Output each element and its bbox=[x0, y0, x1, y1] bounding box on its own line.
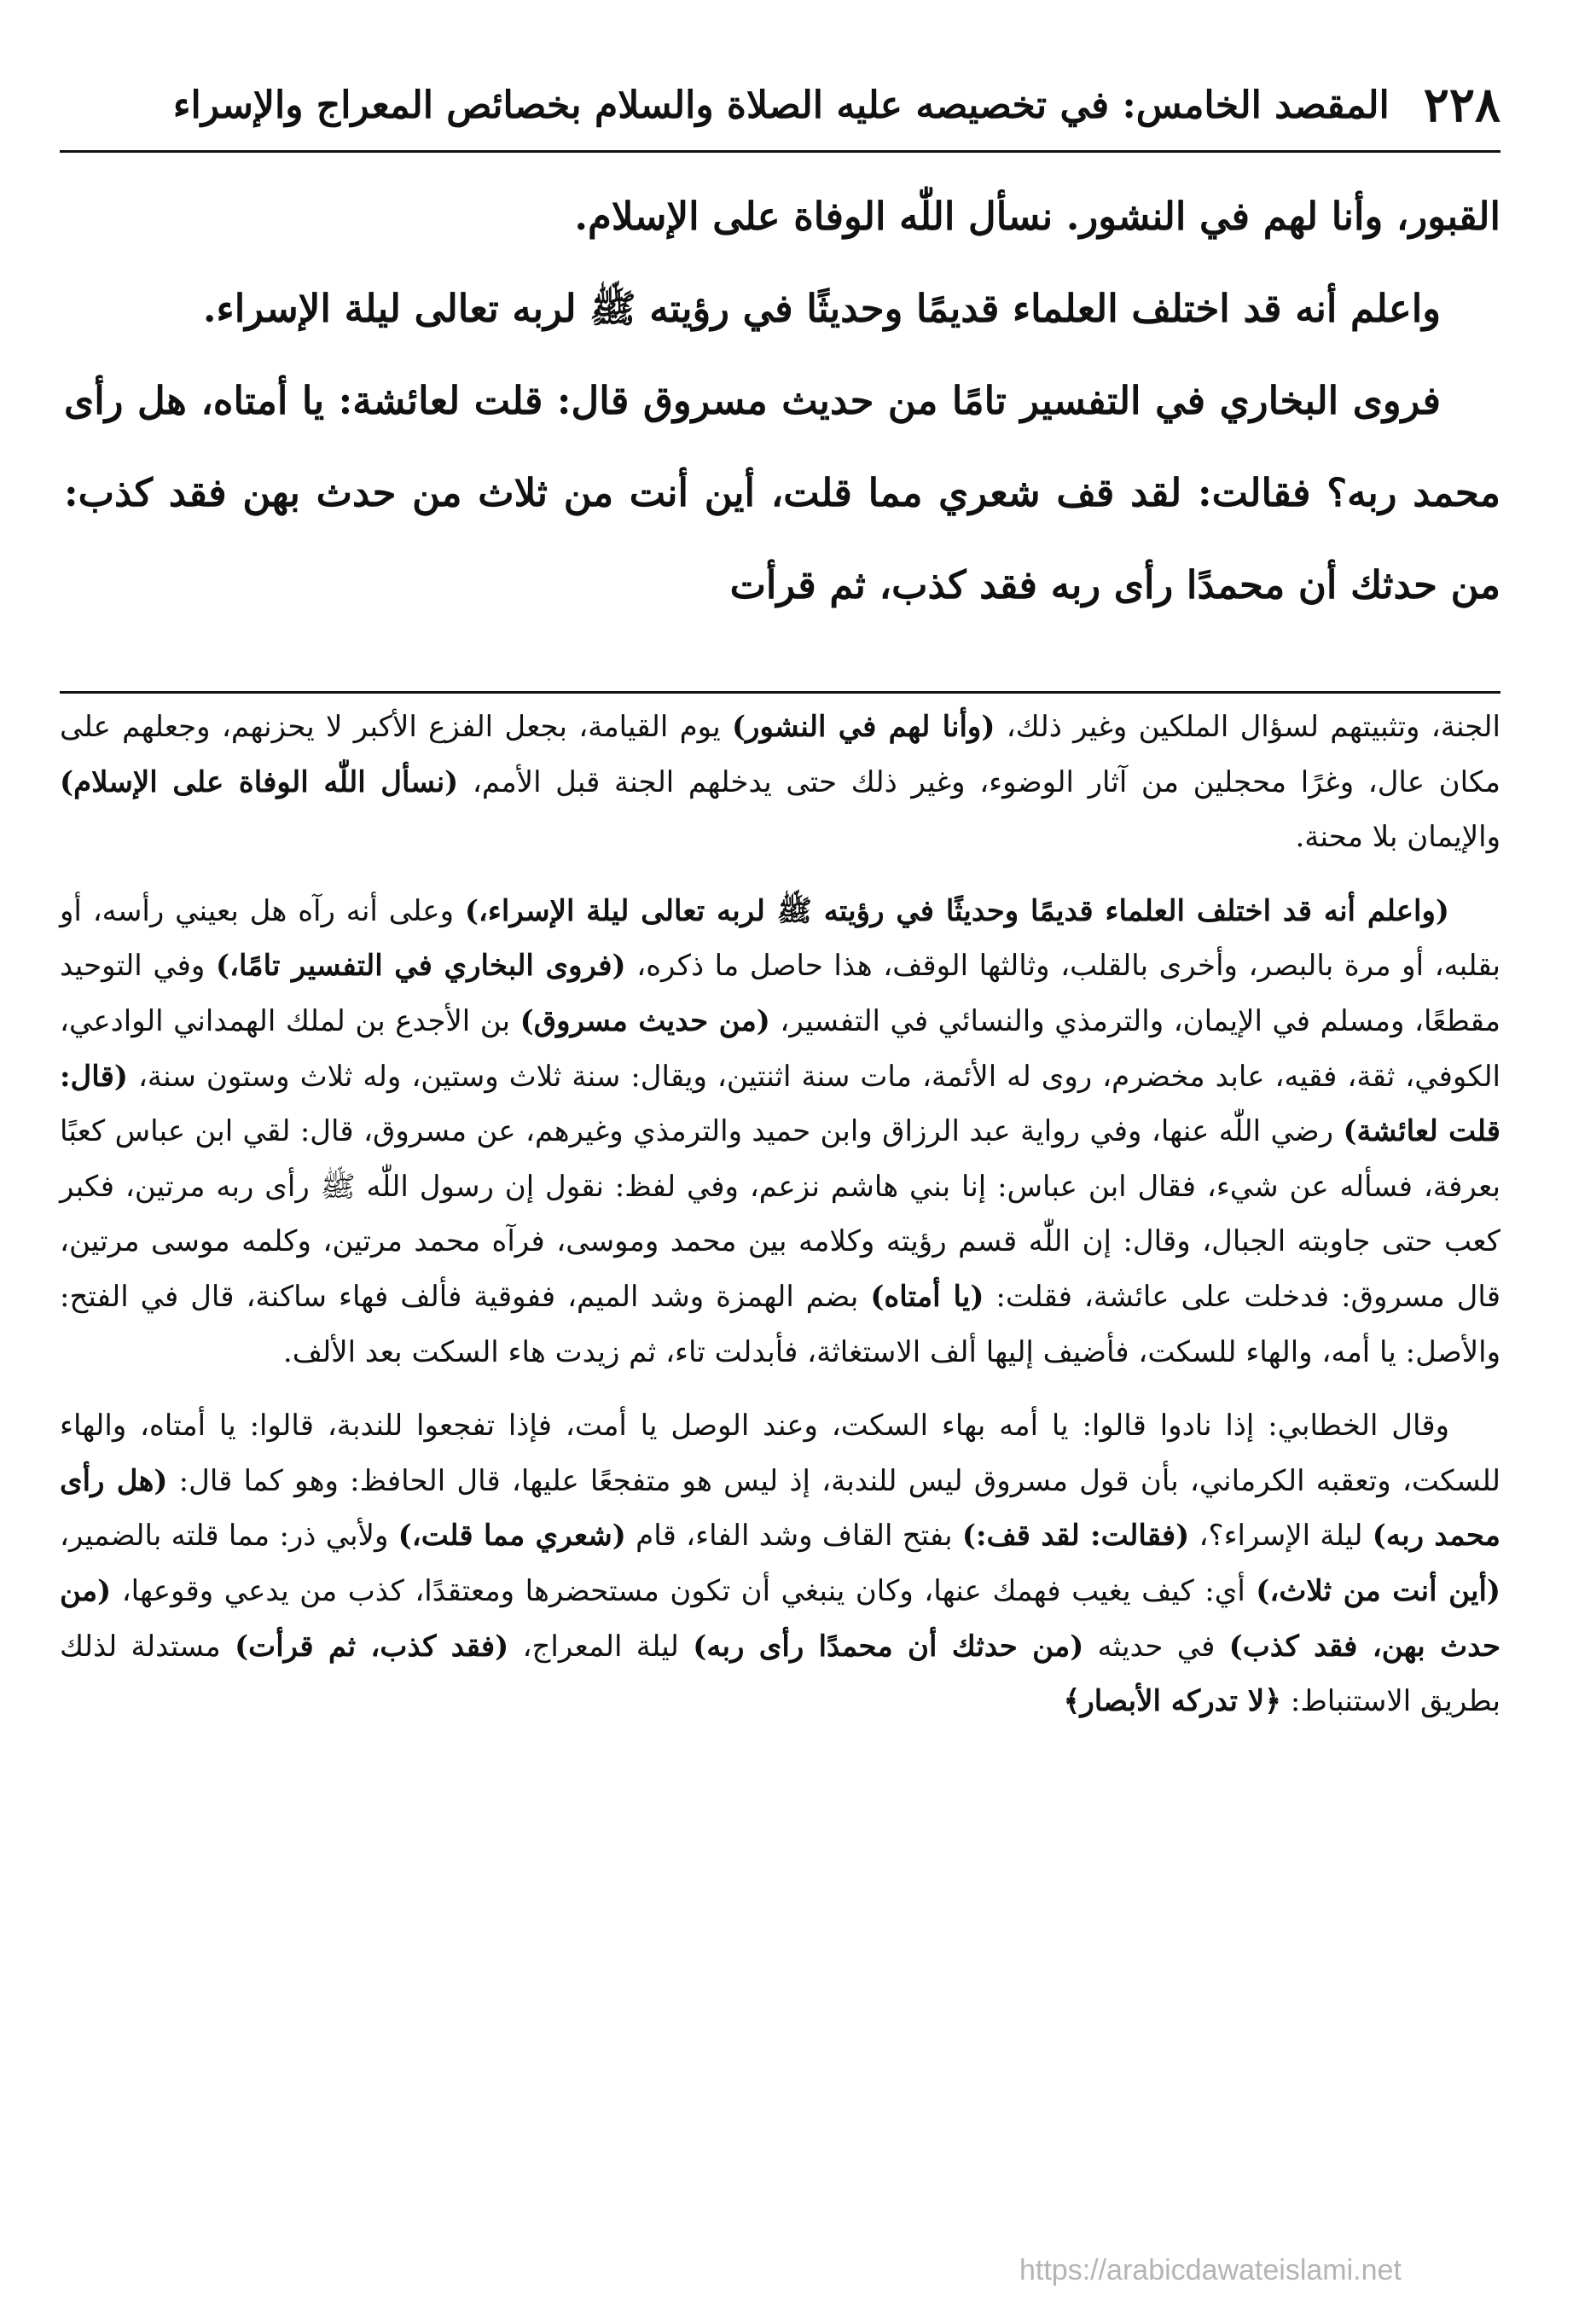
quoted-phrase: (فقد كذب، ثم قرأت) bbox=[235, 1629, 509, 1664]
commentary-text-run: يوم القيامة، بجعل الفزع الأكبر لا يحزنهم، وجعلهم على مكان عال، وغرًا محجلين من آثار الوضوء، وغير ذلك حتى يدخلهم الجنة قبل الأمم، bbox=[60, 710, 1500, 799]
commentary-text-run: بفتح القاف وشد الفاء، قام bbox=[625, 1519, 962, 1554]
commentary-text-run: رضي اللّٰه عنها، وفي رواية عبد الرزاق وابن حميد والترمذي وغيرهم، عن مسروق، قال: لقي ابن عباس كعبًا بعرفة، فسأله عن شيء، فقال ابن عباس: إنا بني هاشم نزعم، وفي لفظ: نقول إن رسول اللّٰه ﷺ رأى ربه مرتين، فكبر كعب حتى جاوبته الجبال، وقال: إن اللّٰه قسم رؤيته وكلامه بين محمد وموسى، فرآه محمد مرتين، وكلمه موسى مرتين، قال مسروق: فدخلت على عائشة، فقلت: bbox=[60, 1114, 1500, 1314]
page-number: ٢٢٨ bbox=[1423, 77, 1500, 133]
quoted-phrase: (قال: قلت لعائشة) bbox=[60, 1059, 1500, 1149]
commentary-paragraph bbox=[60, 700, 1500, 865]
commentary-text-run: ليلة المعراج، bbox=[508, 1629, 694, 1664]
commentary-text bbox=[60, 700, 1500, 1729]
header-divider bbox=[60, 150, 1500, 153]
main-paragraph: فروى البخاري في التفسير تامًا من حديث مسروق قال: قلت لعائشة: يا أمتاه، هل رأى محمد ربه؟ فقالت: لقد قف شعري مما قلت، أين أنت من ثلاث من حدث بهن فقد كذب: من حدثك أن محمدًا رأى ربه فقد كذب، ثم قرأت bbox=[64, 378, 1500, 607]
quoted-phrase: (هل رأى محمد ربه) bbox=[60, 1463, 1500, 1554]
commentary-text-run: مستدلة لذلك بطريق الاستنباط: bbox=[60, 1629, 1500, 1719]
commentary-paragraph bbox=[60, 884, 1500, 1380]
commentary-text-run: أي: كيف يغيب فهمك عنها، وكان ينبغي أن تكون مستحضرها ومعتقدًا، كذب من يدعي وقوعها، bbox=[111, 1573, 1257, 1608]
quoted-phrase: (نسأل اللّٰه الوفاة على الإسلام) bbox=[60, 764, 459, 799]
running-title: المقصد الخامس: في تخصيصه عليه الصلاة والسلام بخصائص المعراج والإسراء bbox=[172, 83, 1390, 127]
page-header bbox=[60, 67, 1500, 143]
main-paragraph: القبور، وأنا لهم في النشور. نسأل اللّٰه الوفاة على الإسلام. bbox=[574, 194, 1500, 239]
commentary-text-run: والإيمان بلا محنة. bbox=[1295, 820, 1500, 855]
quoted-phrase: (أين أنت من ثلاث،) bbox=[1256, 1573, 1500, 1608]
quoted-phrase: (يا أمتاه) bbox=[870, 1279, 984, 1314]
quoted-phrase: (من حدثك أن محمدًا رأى ربه) bbox=[693, 1629, 1084, 1664]
quoted-phrase: (وأنا لهم في النشور) bbox=[731, 710, 995, 744]
quoted-phrase: (من حدث بهن، فقد كذب) bbox=[60, 1573, 1500, 1664]
commentary-paragraph bbox=[60, 1398, 1500, 1729]
commentary-text-run: وعلى أنه رآه هل بعيني رأسه، أو بقلبه، أو مرة بالبصر، وأخرى بالقلب، وثالثها الوقف، هذا حاصل ما ذكره، bbox=[60, 893, 1500, 984]
quoted-phrase: (شعري مما قلت،) bbox=[398, 1519, 626, 1554]
commentary-text-run: الجنة، وتثبيتهم لسؤال الملكين وغير ذلك، bbox=[995, 710, 1500, 744]
commentary-text-run: بن الأجدع بن لملك الهمداني الوادعي، الكوفي، ثقة، فقيه، عابد مخضرم، روى له الأئمة، مات سنة اثنتين، ويقال: سنة ثلاث وستين، وله ثلاث وستون سنة، bbox=[60, 1003, 1500, 1094]
quoted-phrase: (فقالت: لقد قف:) bbox=[961, 1519, 1190, 1554]
quoted-phrase: (واعلم أنه قد اختلف العلماء قديمًا وحديثًا في رؤيته ﷺ لربه تعالى ليلة الإسراء،) bbox=[464, 893, 1449, 928]
main-paragraph: واعلم أنه قد اختلف العلماء قديمًا وحديثًا في رؤيته ﷺ لربه تعالى ليلة الإسراء. bbox=[202, 286, 1441, 331]
commentary-divider bbox=[60, 691, 1500, 694]
commentary-text-run: وفي التوحيد مقطعًا، ومسلم في الإيمان، والترمذي والنسائي في التفسير، bbox=[60, 949, 1501, 1038]
quoted-phrase: (فروى البخاري في التفسير تامًا،) bbox=[215, 949, 626, 984]
commentary-text-run: في حديثه bbox=[1083, 1629, 1229, 1664]
main-text bbox=[64, 171, 1500, 631]
quoted-phrase: (من حديث مسروق) bbox=[519, 1003, 770, 1038]
commentary-text-run: وقال الخطابي: إذا نادوا قالوا: يا أمه بهاء السكت، وعند الوصل يا أمت، فإذا تفجعوا للندبة، قالوا: يا أمتاه، والهاء للسكت، وتعقبه الكرماني، بأن قول مسروق ليس للندبة، إذ ليس هو متفجعًا عليها، قال الحافظ: وهو كما قال: bbox=[60, 1409, 1500, 1498]
commentary-text-run: ولأبي ذر: مما قلته بالضمير، bbox=[60, 1519, 398, 1554]
watermark-url: https://arabicdawateislami.net bbox=[1019, 2254, 1402, 2286]
quran-quote: ﴿لا تدركه الأبصار﴾ bbox=[1063, 1684, 1282, 1719]
commentary-text-run: ليلة الإسراء؟، bbox=[1189, 1519, 1373, 1554]
commentary-text-run: بضم الهمزة وشد الميم، ففوقية فألف فهاء ساكنة، قال في الفتح: والأصل: يا أمه، والهاء للسكت، فأضيف إليها ألف الاستغاثة، فأبدلت تاء، ثم زيدت هاء السكت بعد الألف. bbox=[60, 1279, 1500, 1369]
